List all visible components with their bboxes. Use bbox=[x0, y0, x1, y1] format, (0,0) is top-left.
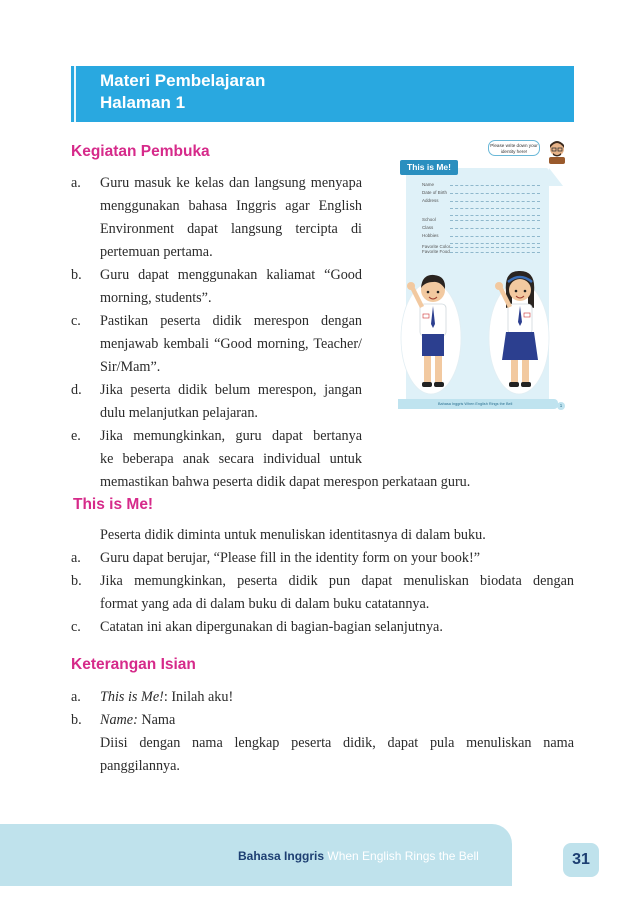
item-line: Guru dapat menggunakan kaliamat “Good bbox=[100, 267, 362, 283]
student-boy-illustration bbox=[400, 268, 462, 396]
item-label: a. bbox=[71, 175, 81, 191]
item-line: Guru masuk ke kelas dan langsung menyapa bbox=[100, 175, 362, 191]
item-line: Jika memungkinkan, peserta didik pun dapat menuliskan biodata dengan bbox=[100, 573, 574, 589]
figure-footer-text: Bahasa Inggris When English Rings the Bell bbox=[438, 402, 513, 406]
field-label: Favorite Food bbox=[422, 249, 450, 254]
field-line bbox=[450, 220, 540, 221]
item-line: format yang ada di dalam buku di dalam buku catatannya. bbox=[100, 596, 430, 612]
item-line: memastikan bahwa peserta didik dapat merespon perkataan guru. bbox=[100, 474, 471, 490]
item-label: b. bbox=[71, 267, 82, 283]
figure-tag: This is Me! bbox=[400, 160, 458, 175]
book-page-figure bbox=[398, 140, 573, 420]
field-line bbox=[450, 243, 540, 244]
item-line: Catatan ini akan dipergunakan di bagian-bagian selanjutnya. bbox=[100, 619, 443, 635]
field-label: Address bbox=[422, 198, 439, 203]
item-label: b. bbox=[71, 573, 82, 589]
item-label: c. bbox=[71, 313, 81, 329]
footer-book-title bbox=[238, 849, 479, 863]
field-line bbox=[450, 193, 540, 194]
item-line: Jika peserta didik belum merespon, jangan bbox=[100, 382, 362, 398]
desc-line: Diisi dengan nama lengkap peserta didik, dapat pula menuliskan nama bbox=[100, 735, 574, 751]
item-line: Jika memungkinkan, guru dapat bertanya bbox=[100, 428, 362, 444]
item-italic: This is Me! bbox=[100, 689, 164, 705]
field-label: School bbox=[422, 217, 436, 222]
field-line bbox=[450, 252, 540, 253]
item-line: Sir/Mam”. bbox=[100, 359, 161, 375]
item-label: c. bbox=[71, 619, 81, 635]
field-label: Name bbox=[422, 182, 435, 187]
item-line: ke beberapa anak secara individual untuk bbox=[100, 451, 362, 467]
field-line bbox=[450, 208, 540, 209]
item-line bbox=[100, 686, 233, 709]
field-label: Date of Birth bbox=[422, 190, 448, 195]
field-line bbox=[450, 228, 540, 229]
item-label: b. bbox=[71, 712, 82, 728]
figure-page-number: 1 bbox=[557, 402, 565, 410]
item-label: a. bbox=[71, 550, 81, 566]
item-label: a. bbox=[71, 689, 81, 705]
header-line-1: Materi Pembelajaran bbox=[100, 71, 266, 90]
field-line bbox=[450, 185, 540, 186]
item-line: menjawab kembali “Good morning, Teacher/ bbox=[100, 336, 362, 352]
footer-book: Bahasa Inggris bbox=[238, 849, 325, 863]
field-label: Class bbox=[422, 225, 434, 230]
desc-line: panggilannya. bbox=[100, 758, 180, 774]
item-line: Environment dapat langsung tercipta di bbox=[100, 221, 362, 237]
section-title-this-is-me: This is Me! bbox=[73, 496, 154, 513]
section-title-pembuka: Kegiatan Pembuka bbox=[71, 143, 210, 160]
field-line bbox=[450, 215, 540, 216]
section-intro: Peserta didik diminta untuk menuliskan identitasnya di dalam buku. bbox=[100, 527, 486, 543]
teacher-avatar-icon bbox=[546, 140, 568, 164]
item-line bbox=[100, 195, 362, 218]
field-line bbox=[450, 201, 540, 202]
header-line-2: Halaman 1 bbox=[100, 93, 186, 112]
speech-bubble: Please write down your identity here! bbox=[488, 140, 540, 156]
item-line: dulu melanjutkan pelajaran. bbox=[100, 405, 258, 421]
item-line: Pastikan peserta didik merespon dengan bbox=[100, 313, 362, 329]
student-girl-illustration bbox=[488, 266, 550, 396]
field-label: Hobbies bbox=[422, 233, 439, 238]
item-italic: Name: bbox=[100, 712, 138, 728]
item-line: Guru dapat berujar, “Please fill in the identity form on your book!” bbox=[100, 550, 481, 566]
footer-subtitle: When English Rings the Bell bbox=[327, 849, 479, 863]
item-line: pertemuan pertama. bbox=[100, 244, 213, 260]
item-text: : Inilah aku! bbox=[163, 689, 234, 705]
field-line bbox=[450, 236, 540, 237]
item-line bbox=[100, 709, 175, 732]
item-text: Nama bbox=[137, 712, 176, 728]
item-line: morning, students”. bbox=[100, 290, 212, 306]
item-label: e. bbox=[71, 428, 81, 444]
header-stripe bbox=[74, 66, 76, 122]
section-title-keterangan: Keterangan Isian bbox=[71, 656, 196, 673]
item-label: d. bbox=[71, 382, 82, 398]
field-label: Favorite Color bbox=[422, 244, 451, 249]
item-line-text: menggunakan bahasa Inggris agar English bbox=[100, 198, 362, 214]
page-number: 31 bbox=[563, 843, 599, 877]
header-title bbox=[100, 70, 265, 114]
field-line bbox=[450, 247, 540, 248]
